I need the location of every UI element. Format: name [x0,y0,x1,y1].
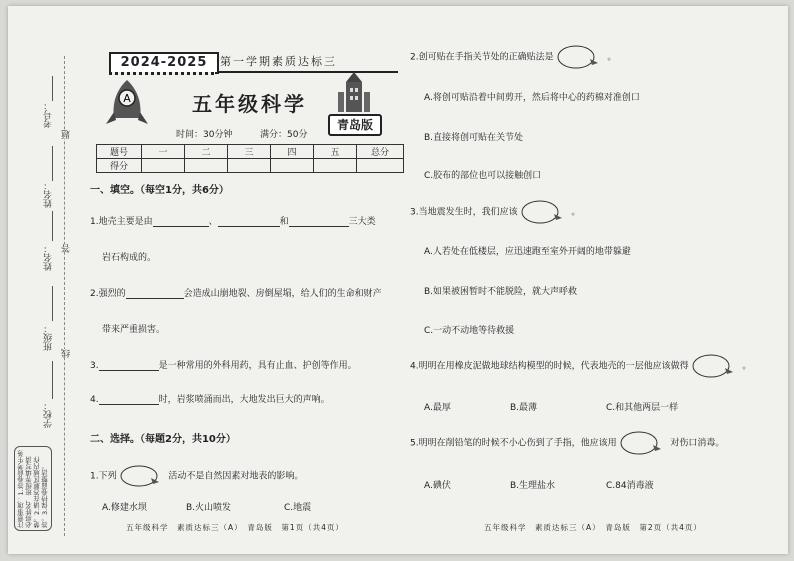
school-line [52,361,53,399]
c3-option-c[interactable]: C.一动不动地等待救援 [424,326,515,336]
score-cell: 四 [271,145,314,159]
answer-blank-bubble-icon[interactable] [619,430,667,456]
choice-question-4 [410,353,751,379]
rocket-icon [104,78,150,130]
time-limit: 时间：30分钟 [176,130,233,140]
exam-no-line [52,76,53,101]
exam-no-label: 考号： [44,101,54,128]
school-label: 学校： [44,401,54,428]
fill-question-4 [90,392,330,405]
page-title: 五年级科学 [192,92,307,116]
c4-option-b[interactable]: B.最薄 [510,403,538,413]
exam-sheet [8,6,788,554]
q3-text-a: 3. [90,361,99,371]
c2-option-b[interactable]: B.直接将创可贴在关节处 [424,133,524,143]
name-label-2: 姓名： [44,244,54,271]
score-cell: 一 [142,145,185,159]
answer-blank-bubble-icon[interactable] [119,464,165,488]
score-cell: 三 [228,145,271,159]
c3-option-a[interactable]: A.人若处在低楼层，应迅速跑至室外开阔的地带躲避 [424,247,631,257]
q1-blank-3[interactable] [289,216,349,227]
c2-option-c[interactable]: C.胶布的部位也可以接触创口 [424,171,542,181]
fill-question-2 [90,286,382,299]
choice-question-3 [410,199,580,225]
q1-text-a: 1.地壳主要是由 [90,217,153,227]
fold-mark-3: 线 [62,349,72,358]
q4-text-a: 4. [90,395,99,405]
class-label: 班级： [44,324,54,351]
answer-blank-bubble-icon[interactable] [691,353,739,379]
choice-question-1 [90,464,303,488]
year-stripe [109,72,215,75]
fill-question-3 [90,358,357,371]
fold-mark-1: 题 [62,130,72,139]
c5-text-a: 5.明明在削铅笔的时候不小心伤到了手指，他应该用 [410,438,617,449]
answer-blank-bubble-icon[interactable] [520,199,568,225]
c3-option-b[interactable]: B.如果被困暂时不能脱险，就大声呼救 [424,287,578,297]
c5-option-b[interactable]: B.生理盐水 [510,481,556,491]
score-input-cell[interactable] [228,159,271,173]
q2-text-b: 会造成山崩地裂、房倒屋塌，给人们的生命和财产 [183,289,382,299]
score-cell: 得分 [97,159,142,173]
score-table-score-row [97,159,404,173]
score-cell: 总分 [357,145,404,159]
year-badge: 2024-2025 [109,52,219,74]
c1-option-a[interactable]: A.修建水坝 [102,503,147,513]
class-line [52,286,53,321]
c3-text: 3.当地震发生时，我们应该 [410,207,518,218]
name-field-line [52,211,53,241]
choice-question-5 [410,430,724,456]
q1-text-b: 、 [208,217,218,227]
c4-text: 4.明明在用橡皮泥做地球结构模型的时候，代表地壳的一层他应该做得 [410,361,689,372]
score-cell: 题号 [97,145,142,159]
c1-text-b: 活动不是自然因素对地表的影响。 [168,471,304,482]
c1-text-a: 1.下列 [90,471,117,482]
footer-page-2: 五年级科学 素质达标三（A） 青岛版 第2页（共4页） [484,523,702,532]
fill-question-1 [90,214,376,227]
c3-end: 。 [571,207,581,218]
score-input-cell[interactable] [142,159,185,173]
rocket-building-icon [332,72,376,114]
score-cell: 五 [314,145,357,159]
answer-blank-bubble-icon[interactable] [556,44,604,70]
score-cell: 二 [185,145,228,159]
c4-option-a[interactable]: A.最厚 [424,403,451,413]
fold-mark-2: 答 [62,244,72,253]
fold-line [64,56,65,536]
score-table [96,144,404,173]
q3-blank[interactable] [99,360,159,371]
fill-question-2-cont: 带来严重损害。 [102,325,166,335]
term-title: 第一学期素质达标三 [220,55,337,68]
section-choice-heading: 二、选择。（每题2分，共10分） [90,434,236,445]
score-input-cell[interactable] [357,159,404,173]
c2-end: 。 [607,52,617,63]
choice-question-2 [410,44,616,70]
c5-text-b: 对伤口消毒。 [670,438,725,449]
c5-option-c[interactable]: C.84消毒液 [606,481,654,491]
q1-text-d: 三大类 [348,217,376,227]
q4-text-b: 时，岩浆喷涌而出，大地发出巨大的声响。 [158,395,330,405]
q1-text-c: 和 [279,217,289,227]
c5-option-a[interactable]: A.碘伏 [424,481,451,491]
q1-blank-2[interactable] [218,216,280,227]
notice-box: 注意事项：1.答卷前考生务必将姓名、班级等填写清楚。2.请在答题区域内作答。3.保持卷面整洁。 [14,446,52,531]
score-table-header-row [97,145,404,159]
c4-end: 。 [742,361,752,372]
score-input-cell[interactable] [271,159,314,173]
logo-letter: A [123,92,131,105]
score-input-cell[interactable] [185,159,228,173]
footer-page-1: 五年级科学 素质达标三（A） 青岛版 第1页（共4页） [126,523,344,532]
section-fill-in-heading: 一、填空。（每空1分，共6分） [90,185,229,196]
score-input-cell[interactable] [314,159,357,173]
fill-question-1-cont: 岩石构成的。 [102,253,157,263]
edition-badge: 青岛版 [328,114,382,136]
c2-text: 2.创可贴在手指关节处的正确贴法是 [410,52,554,63]
q1-blank-1[interactable] [153,216,209,227]
full-score: 满分：50分 [260,130,308,140]
q2-text-a: 2.强烈的 [90,289,126,299]
name-line [52,146,53,181]
c1-option-b[interactable]: B.火山喷发 [186,503,232,513]
c2-option-a[interactable]: A.将创可贴沿着中间剪开，然后将中心的药棉对准创口 [424,93,640,103]
name-label: 姓名： [44,181,54,208]
c1-option-c[interactable]: C.地震 [284,503,312,513]
q3-text-b: 是一种常用的外科用药，具有止血、护创等作用。 [158,361,357,371]
q4-blank[interactable] [99,394,159,405]
c4-option-c[interactable]: C.和其他两层一样 [606,403,679,413]
q2-blank[interactable] [126,288,184,299]
